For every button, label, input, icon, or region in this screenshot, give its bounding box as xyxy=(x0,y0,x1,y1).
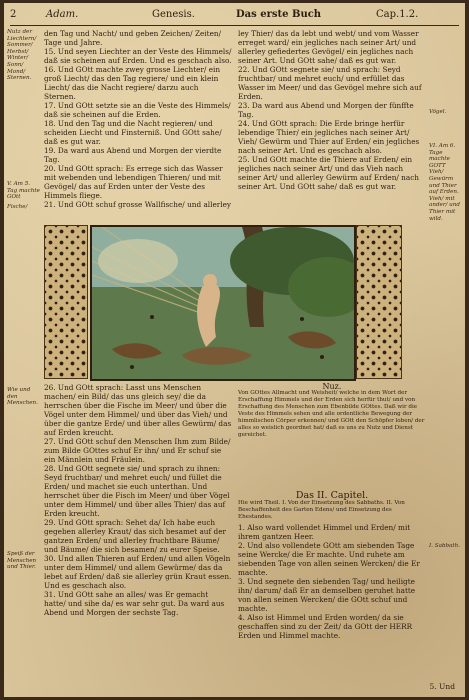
commentary-notes xyxy=(238,383,426,489)
chapter-2 xyxy=(238,491,426,677)
notes-text: Von GOttes Allmacht und Weisheit/ welche in dem Wort der Erschaffung Himmels und der Erden sich herfür thut/ und von Erschaffung des Menschen zum Ebenbilde GOttes. Daß wir die Veste des Himmels sehen und alle ordentliche Bewegung der himmlischen Cörper erkennen/ und GOtt den Schöpfer loben/ der alles so weislich geordnet hat/ daß es uns zu Nutz und Dienst gereichet. xyxy=(238,390,425,438)
verse: 24. Und GOtt sprach: Die Erde bringe herfür lebendige Thier/ ein jegliches nach seiner Art/ Vieh/ Gewürm und Thier auf Erden/ ein jegliches nach seiner Art. Und es geschach also. xyxy=(238,119,420,155)
right-margin-glosses xyxy=(429,543,461,553)
verse: den Tag und Nacht/ und geben Zeichen/ Zeiten/ Tage und Jahre. xyxy=(44,29,222,47)
verse: 21. Und GOtt schuf grosse Wallfische/ und allerley xyxy=(44,200,232,209)
verse: ley Thier/ das da lebt und webt/ und vom Wasser erreget ward/ ein jegliches nach seiner Art/ und allerley gefiedertes Gevögel/ ein jegliches nach seiner Art. Und GOtt sahe/ daß es gut war. xyxy=(238,29,419,65)
verse: 2. Und also vollendete GOtt am siebenden Tage seine Wercke/ die Er machte. Und ruhete am siebenden Tage von allen seinen Wercken/ die Er machte. xyxy=(238,541,420,577)
creation-woodcut xyxy=(90,225,356,381)
verse: 3. Und segnete den siebenden Tag/ und heiligte ihn/ darum/ daß Er an demselben geruhet hatte von allen seinen Wercken/ die GOtt schuf und machte. xyxy=(238,577,416,613)
gloss: Wie und den Menschen. xyxy=(7,387,38,407)
verse: 17. Und GOtt setzte sie an die Veste des Himmels/ daß sie scheinen auf die Erden. xyxy=(44,101,231,119)
verse: 30. Und allen Thieren auf Erden/ und allen Vögeln unter dem Himmel/ und allem Gewürme/ das da lebet auf Erden/ daß sie allerley grün Kraut essen. Und es geschach also. xyxy=(44,554,232,590)
page-header xyxy=(4,9,465,23)
verse: 15. Und seyen Liechter an der Veste des Himmels/ daß sie scheinen auf Erden. Und es geschach also. xyxy=(44,47,232,65)
left-margin-glosses xyxy=(7,181,41,213)
verse: 22. Und GOtt segnete sie/ und sprach: Seyd fruchtbar/ und mehret euch/ und erfüllet das Wasser im Meer/ und das Gevögel mehre sich auf Erden. xyxy=(238,65,422,101)
header-book: Adam. xyxy=(46,9,79,20)
left-margin-glosses xyxy=(7,29,41,85)
chapter-2-title: Das II. Capitel. xyxy=(295,491,369,501)
right-margin-glosses xyxy=(429,109,461,119)
gloss: Speiß der Menschen und Thier. xyxy=(7,551,37,571)
left-margin-glosses xyxy=(7,551,41,574)
column-left-top xyxy=(44,29,232,221)
verse: 19. Da ward aus Abend und Morgen der vierdte Tag. xyxy=(44,146,222,164)
ornamental-border-left xyxy=(44,225,88,379)
verse: 29. Und GOtt sprach: Sehet da/ Ich habe euch gegeben allerley Kraut/ das sich besamet auf der gantzen Erden/ und allerley fruchtbare Bäume/ und Bäume/ die sich besamen/ zu eurer Speise. xyxy=(44,518,226,554)
ornamental-border-right xyxy=(356,225,402,379)
column-right-top xyxy=(238,29,426,221)
woodcut-illustration xyxy=(92,227,354,379)
catchword: 5. Und xyxy=(429,682,455,691)
gloss: Fische/ xyxy=(7,203,28,210)
header-running-title: Das erste Buch xyxy=(236,9,322,20)
gloss: I. Sabbath. xyxy=(429,543,461,549)
verse: 28. Und GOtt segnete sie/ und sprach zu ihnen: Seyd fruchtbar/ und mehret euch/ und füllet die Erden/ und machet sie euch unterthan. Und herrschet über die Fisch im Meer/ und über Vögel unter dem Himmel/ und über alles Thier/ das auf Erden kreucht. xyxy=(44,464,230,518)
verse: 31. Und GOtt sahe an alles/ was Er gemacht hatte/ und sihe da/ es war sehr gut. Da ward aus Abend und Morgen der sechste Tag. xyxy=(44,590,225,617)
header-chapter-ref: Cap.1.2. xyxy=(376,9,419,20)
verse: 25. Und GOtt machte die Thiere auf Erden/ ein jegliches nach seiner Art/ und das Vieh nach seiner Art/ und allerley Gewürm auf Erden/ nach seiner Art. Und GOtt sahe/ daß es gut war. xyxy=(238,155,420,191)
verse: 26. Und GOtt sprach: Lasst uns Menschen machen/ ein Bild/ das uns gleich sey/ die da herrschen über die Fische im Meer/ und über die Vögel unter dem Himmel/ und über das Vieh/ und über die gantze Erde/ und über alles Gewürm/ das auf Erden kreucht. xyxy=(44,383,232,437)
verse: 1. Also ward vollendet Himmel und Erden/ mit ihrem gantzen Heer. xyxy=(238,523,411,541)
chapter-2-summary: Hie wird Theil. I. Von der Einsetzung des Sabbaths. II. Von Beschaffenheit des Garten Edens/ und Einsetzung des Ehestandes. xyxy=(238,500,405,520)
verse: 23. Da ward aus Abend und Morgen der fünffte Tag. xyxy=(238,101,414,119)
verse: 27. Und GOtt schuf den Menschen Ihm zum Bilde/ zum Bilde GOttes schuf Er ihn/ und Er schuf sie ein Männlein und Fräulein. xyxy=(44,437,231,464)
verse: 4. Also ist Himmel und Erden worden/ da sie geschaffen sind zu der Zeit/ da GOtt der HERR Erden und Himmel machte. xyxy=(238,613,413,640)
verse: 20. Und GOtt sprach: Es errege sich das Wasser mit webenden und lebendigen Thieren/ und mit Gevögel/ das auf Erden unter der Veste des Himmels fliege. xyxy=(44,164,223,200)
verse: 18. Und den Tag und die Nacht regieren/ und scheiden Liecht und Finsterniß. Und GOtt sahe/ daß es gut war. xyxy=(44,119,222,146)
gloss: Nutz der Liechtern/ Sommer/ Herbst/ Winter/ Sonn/ Mond/ Sternen. xyxy=(7,29,37,82)
gloss: V. Am 5. Tag machte GOtt xyxy=(7,181,40,201)
right-margin-glosses xyxy=(429,143,461,225)
bible-page xyxy=(4,3,465,697)
gloss: Vögel. xyxy=(429,109,447,115)
gloss: VI. Am 6. Tage machte GOTT Vieh/ Gewürm und Thier auf Erden. Vieh/ mit ander/ und Thier mit wild. xyxy=(429,143,460,222)
header-rule xyxy=(10,25,459,26)
notes-heading: Nuz. xyxy=(322,383,342,391)
left-margin-glosses xyxy=(7,387,41,410)
page-number: 2 xyxy=(10,9,17,20)
column-left-bottom xyxy=(44,383,232,675)
header-genesis: Genesis. xyxy=(152,9,195,20)
verse: 16. Und GOtt machte zwey grosse Liechter/ ein groß Liecht/ das den Tag regiere/ und ein klein Liecht/ das die Nacht regiere/ darzu auch Sternen. xyxy=(44,65,221,101)
